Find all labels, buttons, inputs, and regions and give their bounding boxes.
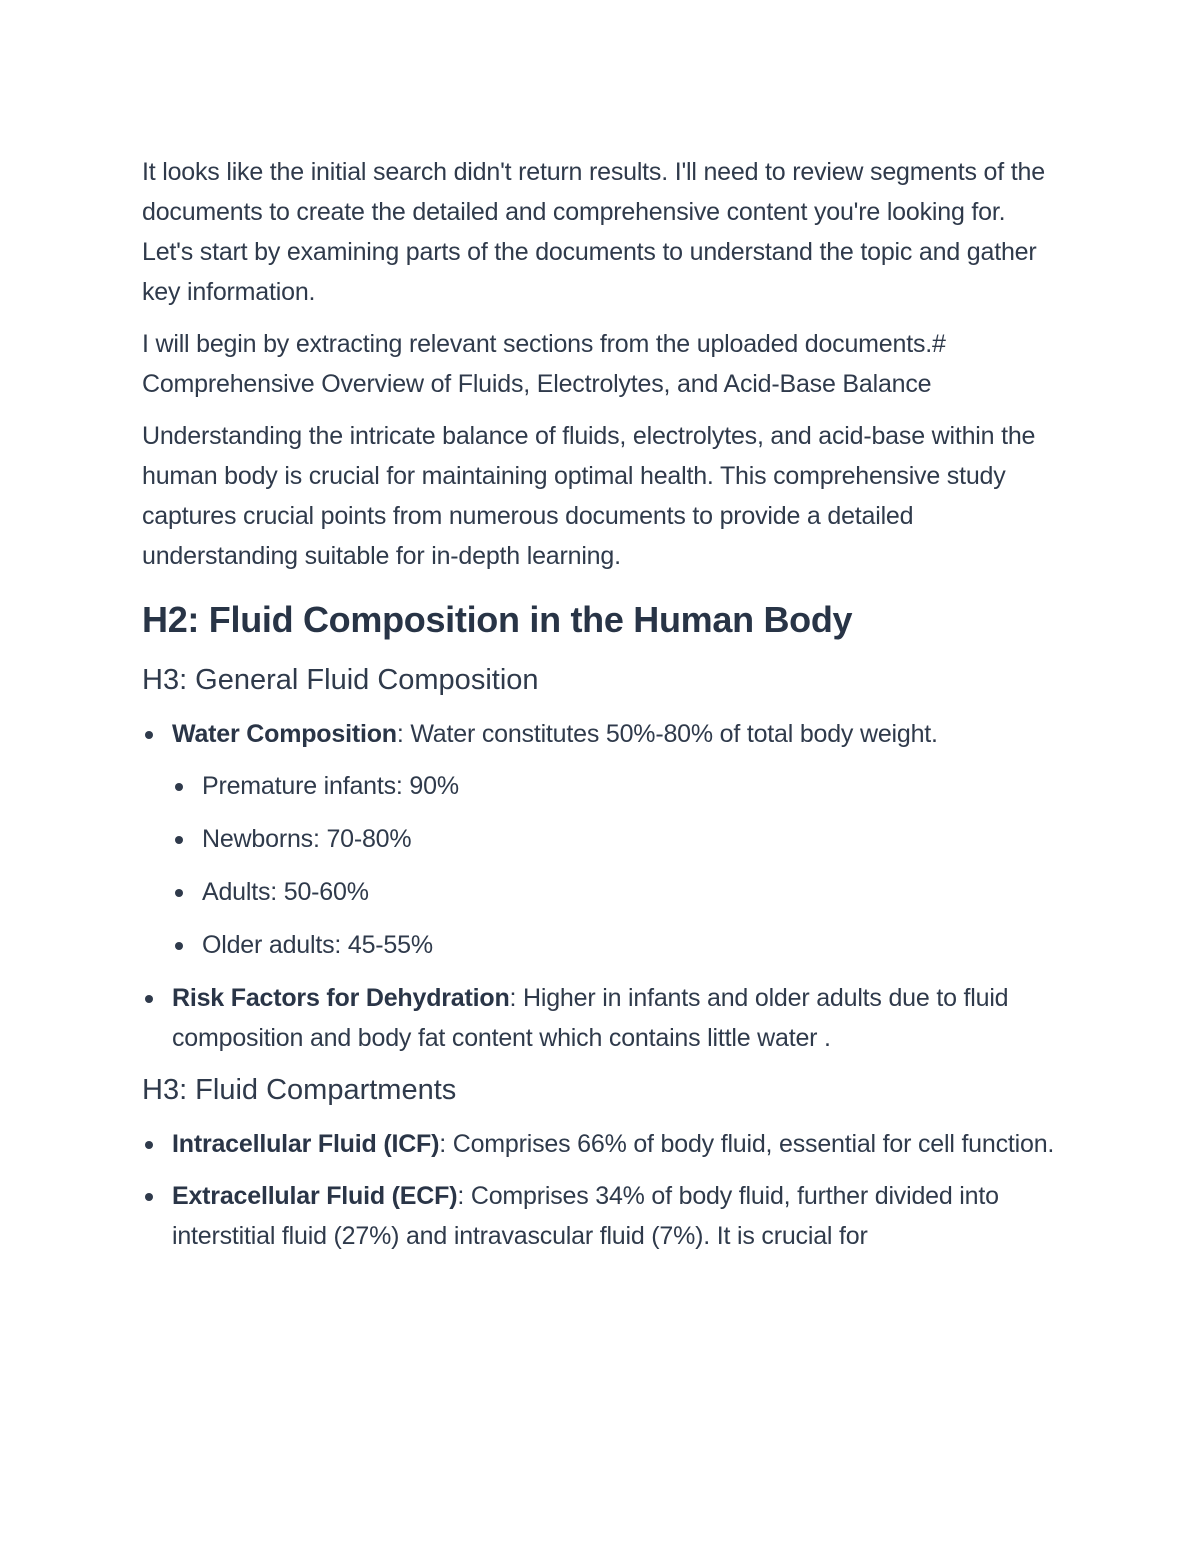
term-water-composition: Water Composition	[172, 720, 397, 748]
list-item-icf	[142, 1124, 1060, 1164]
list-item-newborns: Newborns: 70-80%	[172, 819, 1060, 859]
subheading-general-fluid-composition: H3: General Fluid Composition	[142, 664, 539, 696]
icf-text: : Comprises 66% of body fluid, essential for cell function.	[439, 1130, 1055, 1158]
list-item-risk-factors	[142, 978, 1060, 1058]
intro-paragraph-1: It looks like the initial search didn't return results. I'll need to review segments of the documents to create the detailed and comprehensive content you're looking for. Let's start by examining parts of the documents to understand the topic and gather key information.	[142, 158, 1045, 306]
list-item-adults: Adults: 50-60%	[172, 872, 1060, 912]
risk-factors-text: : Higher in infants and older adults due to fluid composition and body fat content which contains little water .	[172, 984, 1009, 1052]
fluid-compartments-list	[142, 1124, 1060, 1256]
term-risk-factors: Risk Factors for Dehydration	[172, 984, 510, 1012]
subheading-fluid-compartments: H3: Fluid Compartments	[142, 1074, 457, 1106]
term-icf: Intracellular Fluid (ICF)	[172, 1130, 440, 1158]
section-heading-fluid-composition: H2: Fluid Composition in the Human Body	[142, 599, 853, 640]
document-page	[142, 152, 1060, 1268]
water-percentages-list	[172, 766, 1060, 965]
intro-paragraph-3: Understanding the intricate balance of fluids, electrolytes, and acid-base within the human body is crucial for maintaining optimal health. This comprehensive study captures crucial points from numerous documents to provide a detailed understanding suitable for in-depth learning.	[142, 422, 1036, 570]
ecf-text: : Comprises 34% of body fluid, further divided into interstitial fluid (27%) and intravascular fluid (7%). It is crucial for	[172, 1182, 999, 1250]
term-ecf: Extracellular Fluid (ECF)	[172, 1182, 458, 1210]
list-item-older-adults: Older adults: 45-55%	[172, 925, 1060, 965]
list-item-premature-infants: Premature infants: 90%	[172, 766, 1060, 806]
intro-paragraph-2: I will begin by extracting relevant sections from the uploaded documents.# Comprehensive Overview of Fluids, Electrolytes, and Acid-Base Balance	[142, 330, 946, 398]
general-composition-list	[142, 714, 1060, 1058]
list-item-water-composition	[142, 714, 1060, 965]
list-item-ecf	[142, 1176, 1060, 1256]
water-composition-text: : Water constitutes 50%-80% of total body weight.	[396, 720, 938, 748]
